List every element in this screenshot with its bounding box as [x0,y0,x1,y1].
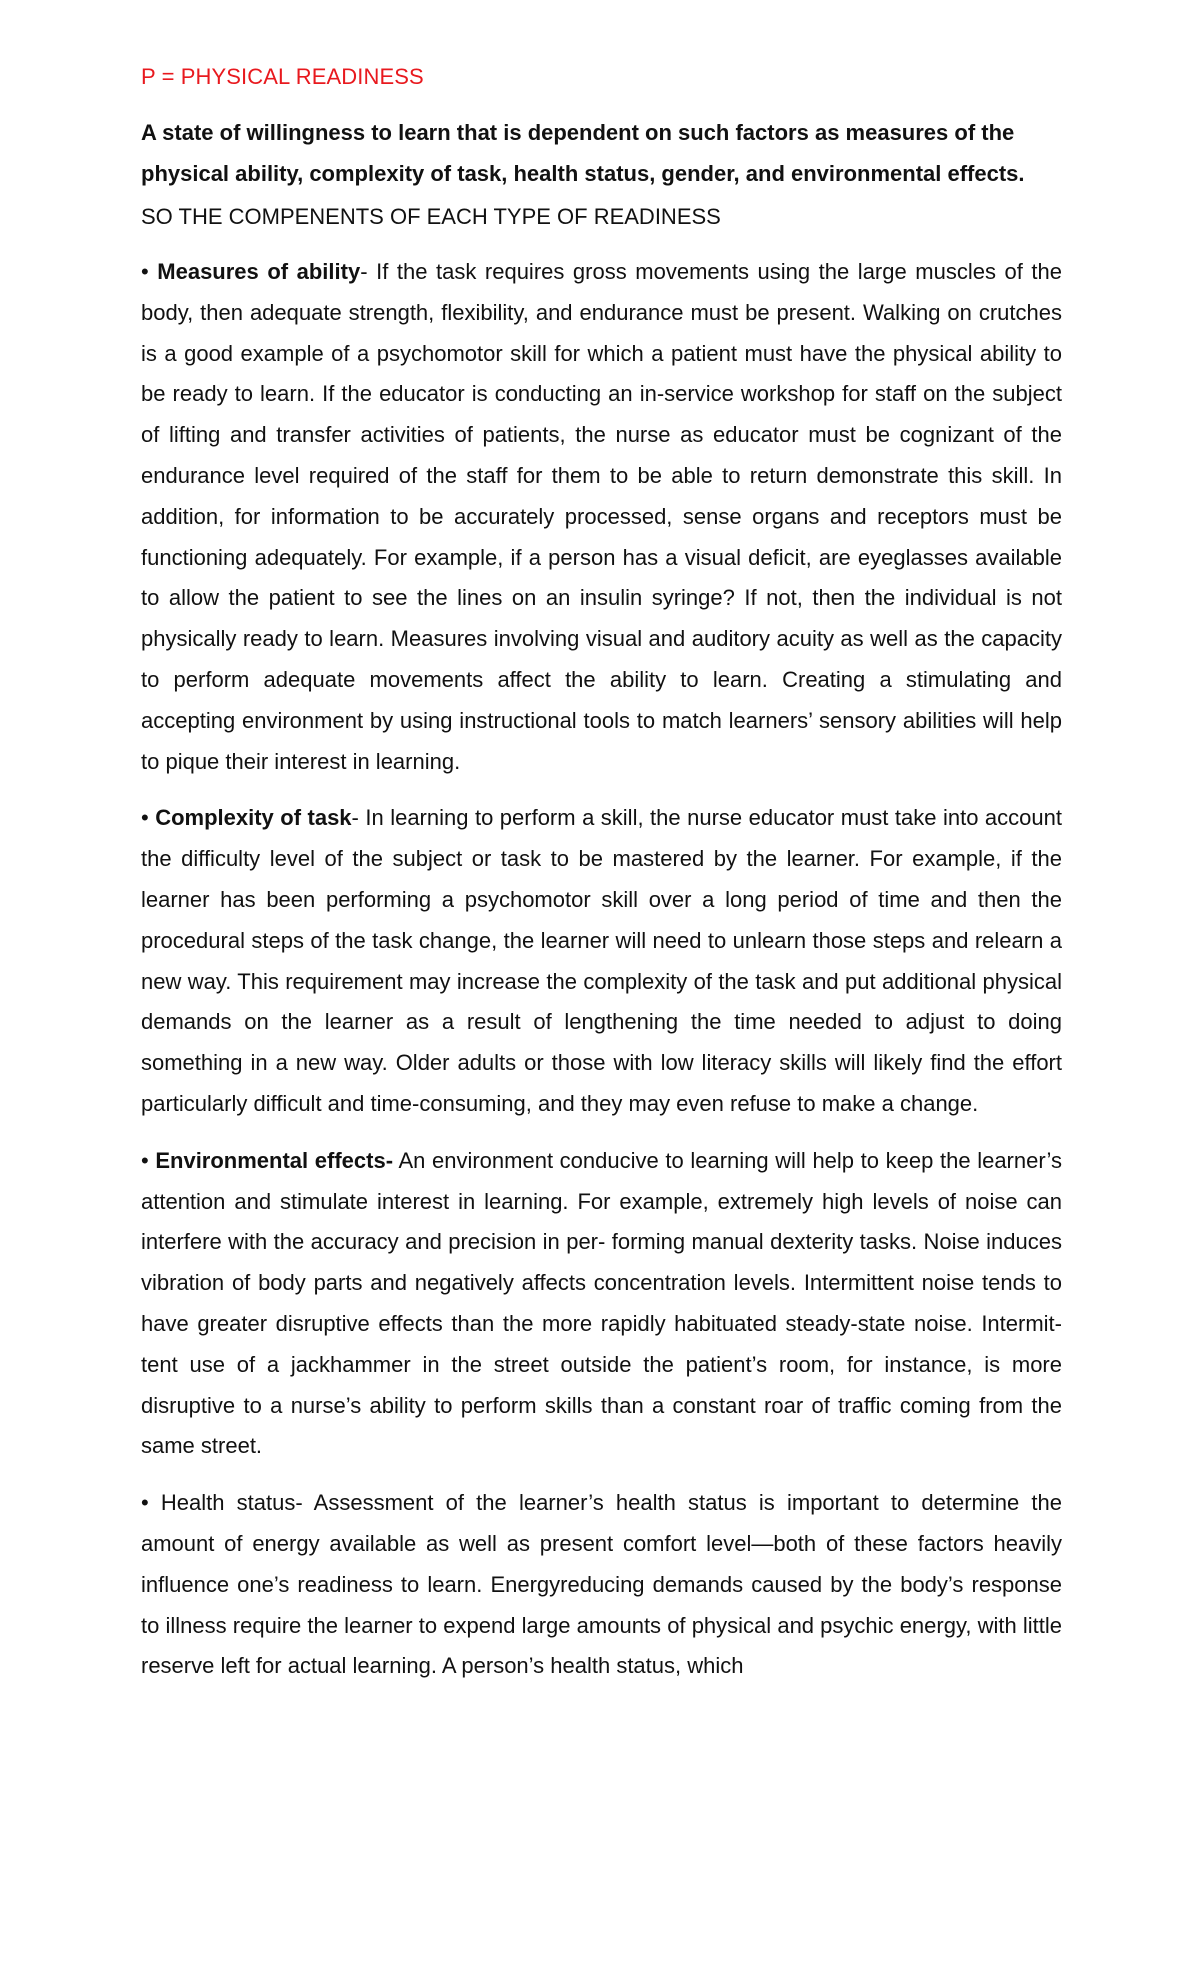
section-term: Measures of ability [157,259,361,284]
section-subheading: SO THE COMPENENTS OF EACH TYPE OF READINESS [141,204,721,229]
bullet-glyph: • [141,1147,156,1173]
page-title: P = PHYSICAL READINESS [141,64,424,89]
definition-paragraph: A state of willingness to learn that is dependent on such factors as measures of the physical ability, complexity of task, health status, gender, and environmental effects. [141,120,1025,186]
section-measures-of-ability [141,252,1062,782]
section-health-status [141,1483,1062,1687]
section-text: - In learning to perform a skill, the nurse educator must take into account the difficulty level of the subject or task to be mastered by the learner. For example, if the learner has been performing a psychomotor skill over a long period of time and then the procedural steps of the task change, the learner will need to unlearn those steps and relearn a new way. This requirement may increase the complexity of the task and put additional physical demands on the learner as a result of lengthening the time needed to adjust to doing something in a new way. Older adults or those with low literacy skills will likely find the effort particularly difficult and time-consuming, and they may even refuse to make a change. [141,805,1062,1116]
section-complexity-of-task [141,798,1062,1124]
section-text: An environment conducive to learning will help to keep the learner’s attention and stimulate interest in learning. For example, extremely high levels of noise can interfere with the accuracy and precision in per- forming manual dexterity tasks. Noise induces vibration of body parts and negatively affects concentration levels. Intermittent noise tends to have greater disruptive effects than the more rapidly habituated steady-state noise. Intermit- tent use of a jackhammer in the street outside the patient’s room, for instance, is more disruptive to a nurse’s ability to perform skills than a constant roar of traffic coming from the same street. [141,1147,1062,1459]
section-environmental-effects [141,1141,1062,1467]
section-term: Environmental effects- [155,1147,394,1173]
bullet-glyph: • [141,259,158,284]
section-term: Complexity of task [155,805,352,831]
bullet-glyph: • [141,1490,161,1516]
bullet-glyph: • [141,805,156,831]
section-text: - If the task requires gross movements using the large muscles of the body, then adequate strength, flexibility, and endurance must be present. Walking on crutches is a good example of a psychomotor skill for which a patient must have the physical ability to be ready to learn. If the educator is conducting an in-service workshop for staff on the subject of lifting and transfer activities of patients, the nurse as educator must be cognizant of the endurance level required of the staff for them to be able to return demonstrate this skill. In addition, for information to be accurately processed, sense organs and receptors must be functioning adequately. For example, if a person has a visual deficit, are eyeglasses available to allow the patient to see the lines on an insulin syringe? If not, then the individual is not physically ready to learn. Measures involving visual and auditory acuity as well as the capacity to perform adequate movements affect the ability to learn. Creating a stimulating and accepting environment by using instructional tools to match learners’ sensory abilities will help to pique their interest in learning. [141,259,1062,774]
section-text: Health status- Assessment of the learner’s health status is important to determine the amount of energy available as well as present comfort level—both of these factors heavily influence one’s readiness to learn. Energyreducing demands caused by the body’s response to illness require the learner to expend large amounts of physical and psychic energy, with little reserve left for actual learning. A person’s health status, which [141,1490,1062,1679]
